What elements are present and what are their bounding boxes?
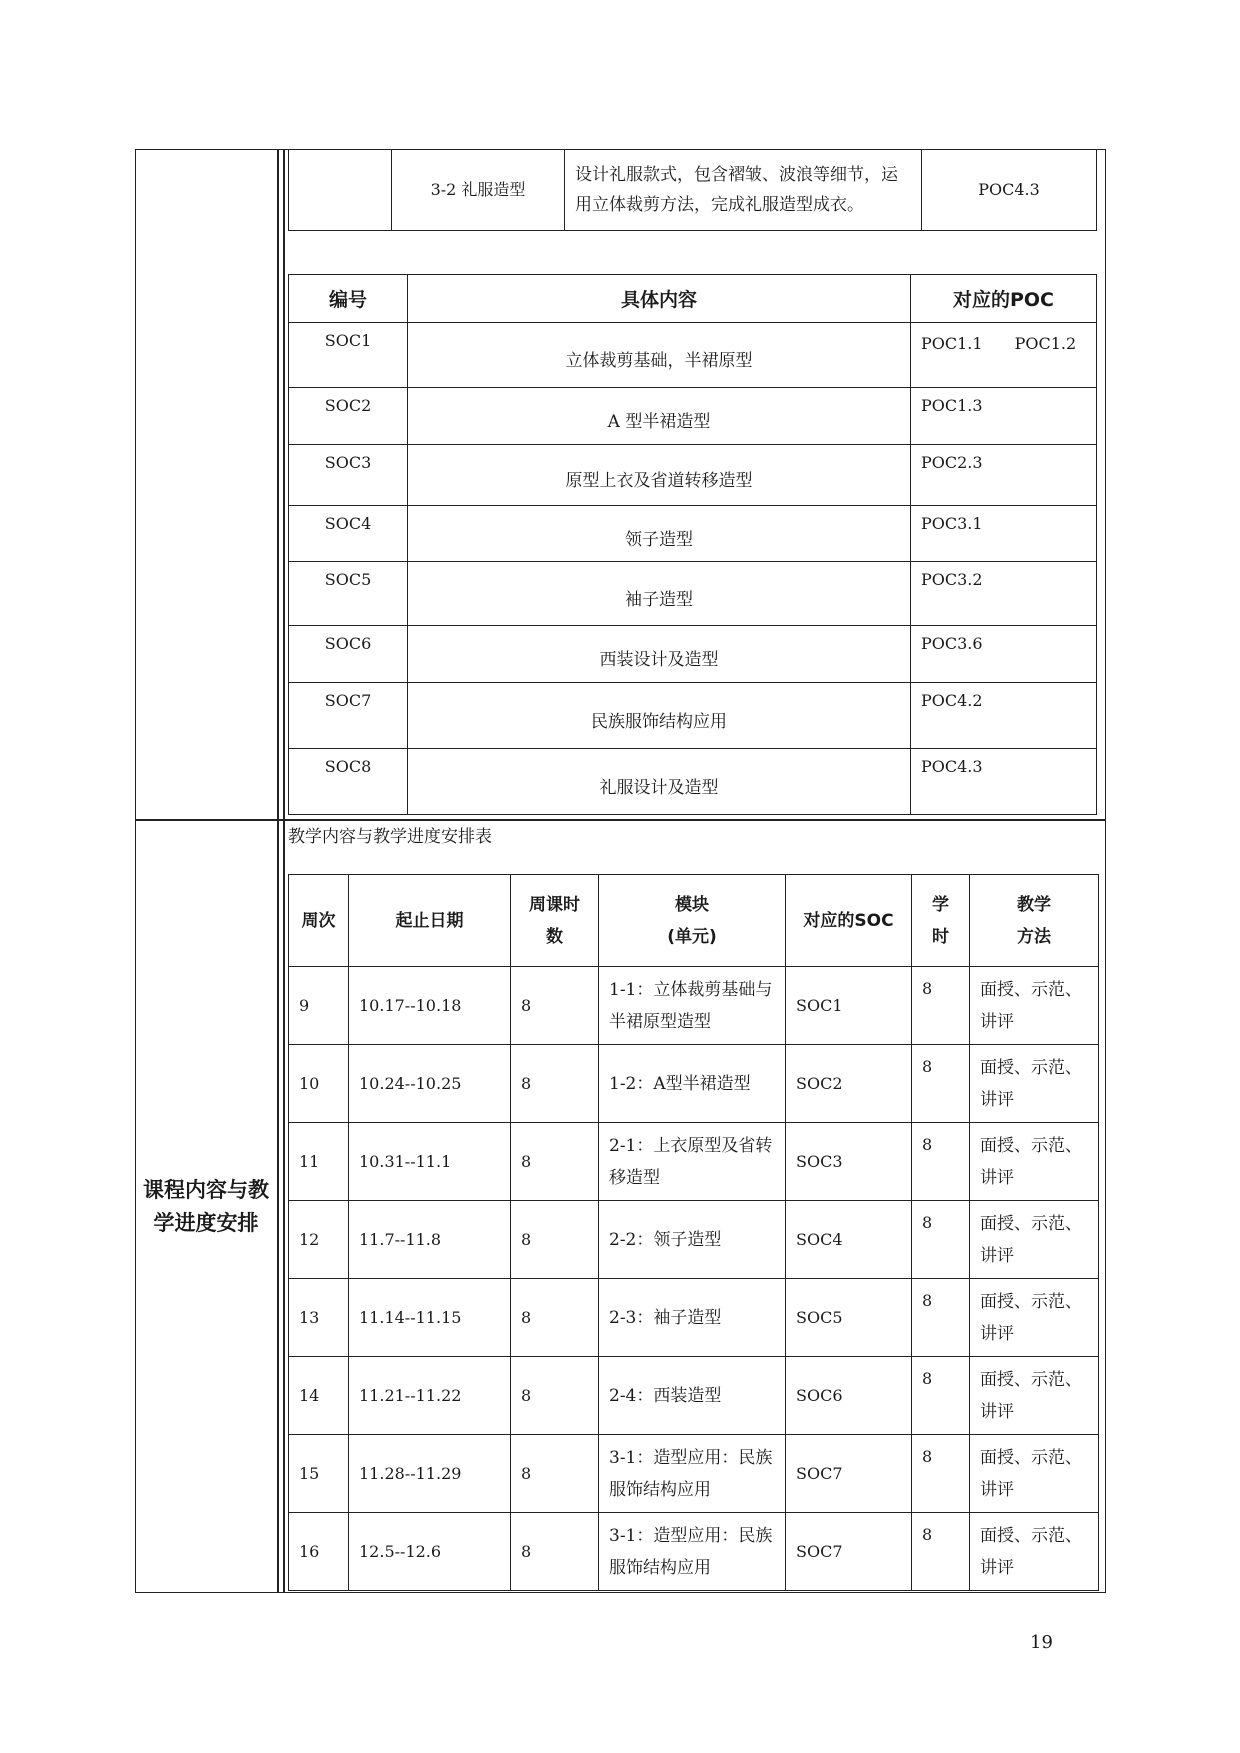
weekly-hours-cell: 8 (511, 1279, 599, 1357)
header-hours: 学 时 (912, 875, 970, 967)
dates-cell: 11.21--11.22 (349, 1357, 511, 1435)
hours-cell: 8 (912, 1435, 970, 1513)
soc-poc: POC3.2 (911, 562, 1097, 626)
module-cell: 2-1：上衣原型及省转移造型 (599, 1123, 786, 1201)
soc-cell: SOC6 (786, 1357, 912, 1435)
table-header-row (289, 275, 1097, 323)
hours-cell: 8 (912, 1279, 970, 1357)
soc-cell: SOC5 (786, 1279, 912, 1357)
table-row (289, 1435, 1099, 1513)
table-row (289, 1513, 1099, 1591)
soc-code: SOC5 (289, 562, 408, 626)
method-cell: 面授、示范、讲评 (970, 1357, 1099, 1435)
soc-poc: POC1.1 POC1.2 (911, 323, 1097, 388)
hours-cell: 8 (912, 1201, 970, 1279)
method-cell: 面授、示范、讲评 (970, 967, 1099, 1045)
method-cell: 面授、示范、讲评 (970, 1201, 1099, 1279)
table-row (289, 150, 1097, 231)
soc-cell: SOC3 (786, 1123, 912, 1201)
method-cell: 面授、示范、讲评 (970, 1279, 1099, 1357)
weekly-hours-cell: 8 (511, 1045, 599, 1123)
soc-content: 西装设计及造型 (408, 626, 911, 683)
dates-cell: 11.14--11.15 (349, 1279, 511, 1357)
table-row (289, 506, 1097, 562)
soc-cell: SOC7 (786, 1435, 912, 1513)
hours-cell: 8 (912, 1513, 970, 1591)
dates-cell: 10.24--10.25 (349, 1045, 511, 1123)
soc-code: SOC8 (289, 749, 408, 815)
module-description-table (288, 149, 1097, 231)
table-row (289, 967, 1099, 1045)
table-header-row (289, 875, 1099, 967)
header-code: 编号 (289, 275, 408, 323)
method-cell: 面授、示范、讲评 (970, 1123, 1099, 1201)
dates-cell: 11.28--11.29 (349, 1435, 511, 1513)
soc-content: 礼服设计及造型 (408, 749, 911, 815)
table-row (289, 562, 1097, 626)
soc-table (288, 274, 1097, 815)
soc-code: SOC1 (289, 323, 408, 388)
table-row (289, 683, 1097, 749)
table-row (289, 388, 1097, 445)
soc-content: 原型上衣及省道转移造型 (408, 445, 911, 506)
empty-cell (289, 150, 392, 231)
week-cell: 9 (289, 967, 349, 1045)
header-weekly-hours: 周课时 数 (511, 875, 599, 967)
table-row (289, 1357, 1099, 1435)
weekly-hours-cell: 8 (511, 1435, 599, 1513)
module-cell: 3-2 礼服造型 (392, 150, 565, 231)
soc-content: 立体裁剪基础，半裙原型 (408, 323, 911, 388)
schedule-title: 教学内容与教学进度安排表 (288, 827, 492, 847)
module-cell: 2-3：袖子造型 (599, 1279, 786, 1357)
week-cell: 13 (289, 1279, 349, 1357)
soc-poc: POC3.1 (911, 506, 1097, 562)
soc-code: SOC2 (289, 388, 408, 445)
header-dates: 起止日期 (349, 875, 511, 967)
week-cell: 10 (289, 1045, 349, 1123)
method-cell: 面授、示范、讲评 (970, 1513, 1099, 1591)
table-row (289, 626, 1097, 683)
soc-content: A 型半裙造型 (408, 388, 911, 445)
hours-cell: 8 (912, 1357, 970, 1435)
method-cell: 面授、示范、讲评 (970, 1435, 1099, 1513)
header-module: 模块 (单元) (599, 875, 786, 967)
weekly-hours-cell: 8 (511, 1513, 599, 1591)
hours-cell: 8 (912, 1045, 970, 1123)
weekly-hours-cell: 8 (511, 1357, 599, 1435)
soc-code: SOC3 (289, 445, 408, 506)
weekly-hours-cell: 8 (511, 1201, 599, 1279)
description-cell: 设计礼服款式，包含褶皱、波浪等细节，运用立体裁剪方法，完成礼服造型成衣。 (565, 150, 922, 231)
table-row (289, 445, 1097, 506)
soc-content: 领子造型 (408, 506, 911, 562)
poc-cell: POC4.3 (922, 150, 1097, 231)
soc-poc: POC4.3 (911, 749, 1097, 815)
column-divider (277, 149, 279, 1593)
soc-poc: POC2.3 (911, 445, 1097, 506)
section-label: 课程内容与教学进度安排 (143, 1177, 269, 1235)
header-poc: 对应的POC (911, 275, 1097, 323)
soc-poc: POC4.2 (911, 683, 1097, 749)
soc-cell: SOC4 (786, 1201, 912, 1279)
week-cell: 14 (289, 1357, 349, 1435)
soc-code: SOC7 (289, 683, 408, 749)
section-divider (135, 819, 1106, 821)
soc-content: 民族服饰结构应用 (408, 683, 911, 749)
table-row (289, 1123, 1099, 1201)
header-week: 周次 (289, 875, 349, 967)
dates-cell: 10.31--11.1 (349, 1123, 511, 1201)
module-cell: 2-2：领子造型 (599, 1201, 786, 1279)
soc-code: SOC6 (289, 626, 408, 683)
dates-cell: 12.5--12.6 (349, 1513, 511, 1591)
soc-code: SOC4 (289, 506, 408, 562)
hours-cell: 8 (912, 1123, 970, 1201)
table-row (289, 1045, 1099, 1123)
module-cell: 1-2：A型半裙造型 (599, 1045, 786, 1123)
weekly-hours-cell: 8 (511, 967, 599, 1045)
column-divider-inner (283, 149, 285, 1593)
soc-cell: SOC7 (786, 1513, 912, 1591)
dates-cell: 10.17--10.18 (349, 967, 511, 1045)
header-method: 教学 方法 (970, 875, 1099, 967)
table-row (289, 1201, 1099, 1279)
weekly-hours-cell: 8 (511, 1123, 599, 1201)
module-cell: 2-4：西装造型 (599, 1357, 786, 1435)
header-soc: 对应的SOC (786, 875, 912, 967)
week-cell: 12 (289, 1201, 349, 1279)
soc-content: 袖子造型 (408, 562, 911, 626)
week-cell: 15 (289, 1435, 349, 1513)
page-number: 19 (1030, 1632, 1053, 1653)
week-cell: 16 (289, 1513, 349, 1591)
table-row (289, 323, 1097, 388)
soc-cell: SOC2 (786, 1045, 912, 1123)
hours-cell: 8 (912, 967, 970, 1045)
soc-cell: SOC1 (786, 967, 912, 1045)
schedule-table (288, 874, 1099, 1591)
table-row (289, 1279, 1099, 1357)
method-cell: 面授、示范、讲评 (970, 1045, 1099, 1123)
module-cell: 3-1：造型应用：民族服饰结构应用 (599, 1435, 786, 1513)
soc-poc: POC3.6 (911, 626, 1097, 683)
module-cell: 1-1：立体裁剪基础与半裙原型造型 (599, 967, 786, 1045)
table-row (289, 749, 1097, 815)
dates-cell: 11.7--11.8 (349, 1201, 511, 1279)
module-cell: 3-1：造型应用：民族服饰结构应用 (599, 1513, 786, 1591)
soc-poc: POC1.3 (911, 388, 1097, 445)
week-cell: 11 (289, 1123, 349, 1201)
header-content: 具体内容 (408, 275, 911, 323)
